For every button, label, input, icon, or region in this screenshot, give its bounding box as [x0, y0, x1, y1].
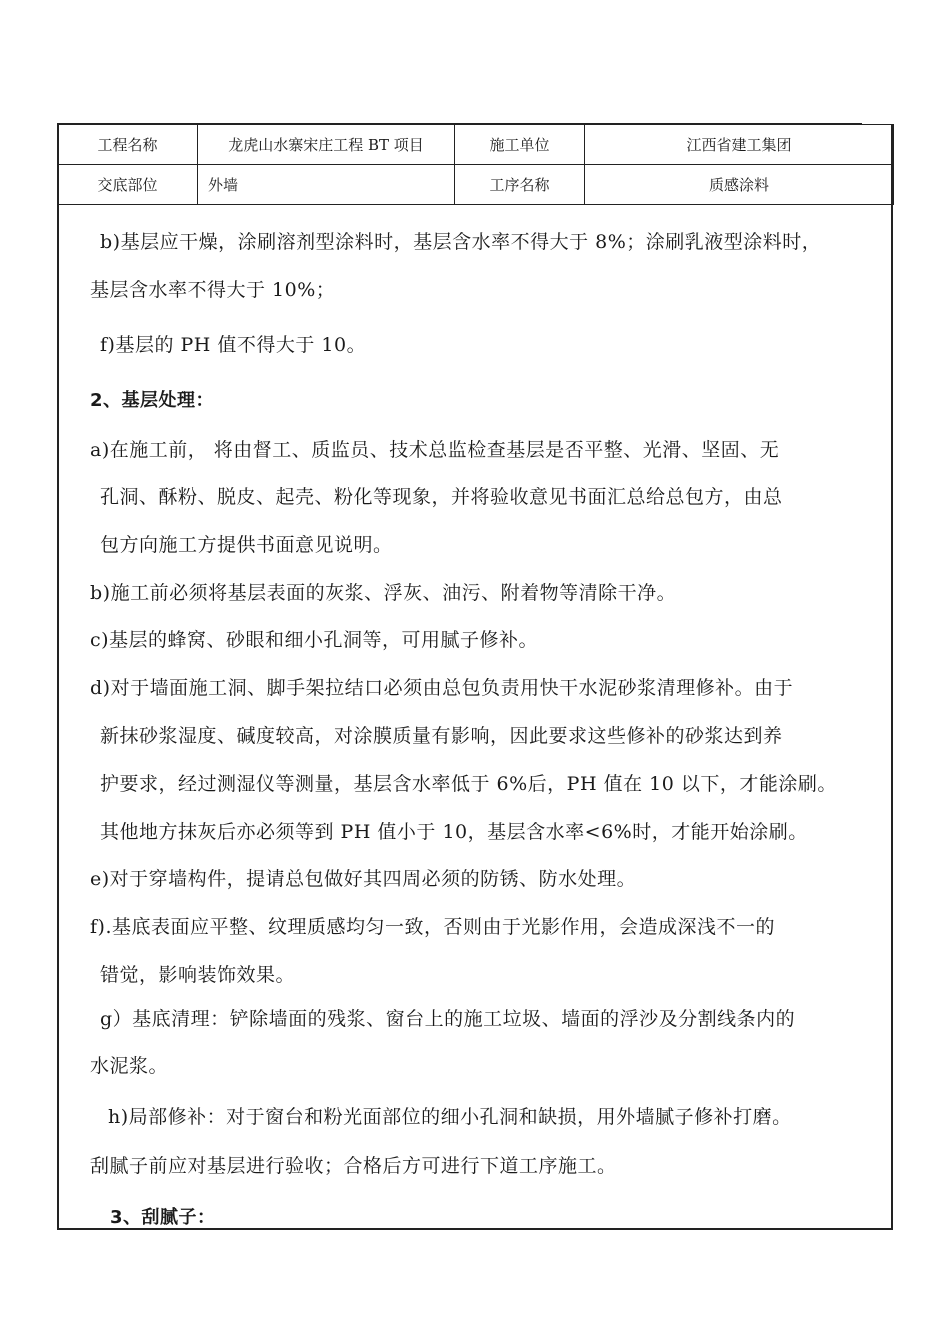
paragraph-line: a)在施工前， 将由督工、质监员、技术总监检查基层是否平整、光滑、坚固、无	[90, 439, 780, 461]
contractor-value: 江西省建工集团	[585, 125, 894, 165]
paragraph-line: 其他地方抹灰后亦必须等到 PH 值小于 10，基层含水率<6%时，才能开始涂刷。	[100, 821, 808, 843]
paragraph-line: d)对于墙面施工洞、脚手架拉结口必须由总包负责用快干水泥砂浆清理修补。由于	[90, 677, 794, 699]
process-label: 工序名称	[455, 165, 585, 205]
paragraph-line: 孔洞、酥粉、脱皮、起壳、粉化等现象，并将验收意见书面汇总给总包方，由总	[100, 486, 783, 508]
paragraph-line: g）基底清理：铲除墙面的残浆、窗台上的施工垃圾、墙面的浮沙及分割线条内的	[100, 1008, 796, 1030]
paragraph-line: e)对于穿墙构件，提请总包做好其四周必须的防锈、防水处理。	[90, 868, 637, 890]
location-label: 交底部位	[58, 165, 198, 205]
project-name-label: 工程名称	[58, 125, 198, 165]
paragraph-line: h)局部修补：对于窗台和粉光面部位的细小孔洞和缺损，用外墙腻子修补打磨。	[108, 1106, 792, 1128]
contractor-label: 施工单位	[455, 125, 585, 165]
process-value: 质感涂料	[585, 165, 894, 205]
paragraph-line: 水泥浆。	[90, 1055, 169, 1077]
project-name-value: 龙虎山水寨宋庄工程 BT 项目	[198, 125, 455, 165]
paragraph-line: b)基层应干燥，涂刷溶剂型涂料时，基层含水率不得大于 8%；涂刷乳液型涂料时，	[100, 231, 822, 253]
section-heading: 2、基层处理：	[90, 390, 215, 411]
paragraph-line: 基层含水率不得大于 10%；	[90, 279, 336, 301]
section-heading: 3、刮腻子：	[110, 1207, 216, 1228]
paragraph-line: 护要求，经过测湿仪等测量，基层含水率低于 6%后，PH 值在 10 以下，才能涂刷。	[100, 773, 837, 795]
paragraph-line: 刮腻子前应对基层进行验收；合格后方可进行下道工序施工。	[90, 1155, 617, 1177]
paragraph-line: 新抹砂浆湿度、碱度较高，对涂膜质量有影响，因此要求这些修补的砂浆达到养	[100, 725, 783, 747]
paragraph-line: c)基层的蜂窝、砂眼和细小孔洞等，可用腻子修补。	[90, 629, 539, 651]
paragraph-line: f)基层的 PH 值不得大于 10。	[100, 334, 367, 356]
location-value: 外墙	[198, 165, 455, 205]
paragraph-line: f).基底表面应平整、纹理质感均匀一致，否则由于光影作用，会造成深浅不一的	[90, 916, 775, 938]
paragraph-line: 错觉，影响装饰效果。	[100, 964, 296, 986]
paragraph-line: b)施工前必须将基层表面的灰浆、浮灰、油污、附着物等清除干净。	[90, 582, 677, 604]
paragraph-line: 包方向施工方提供书面意见说明。	[100, 534, 393, 556]
